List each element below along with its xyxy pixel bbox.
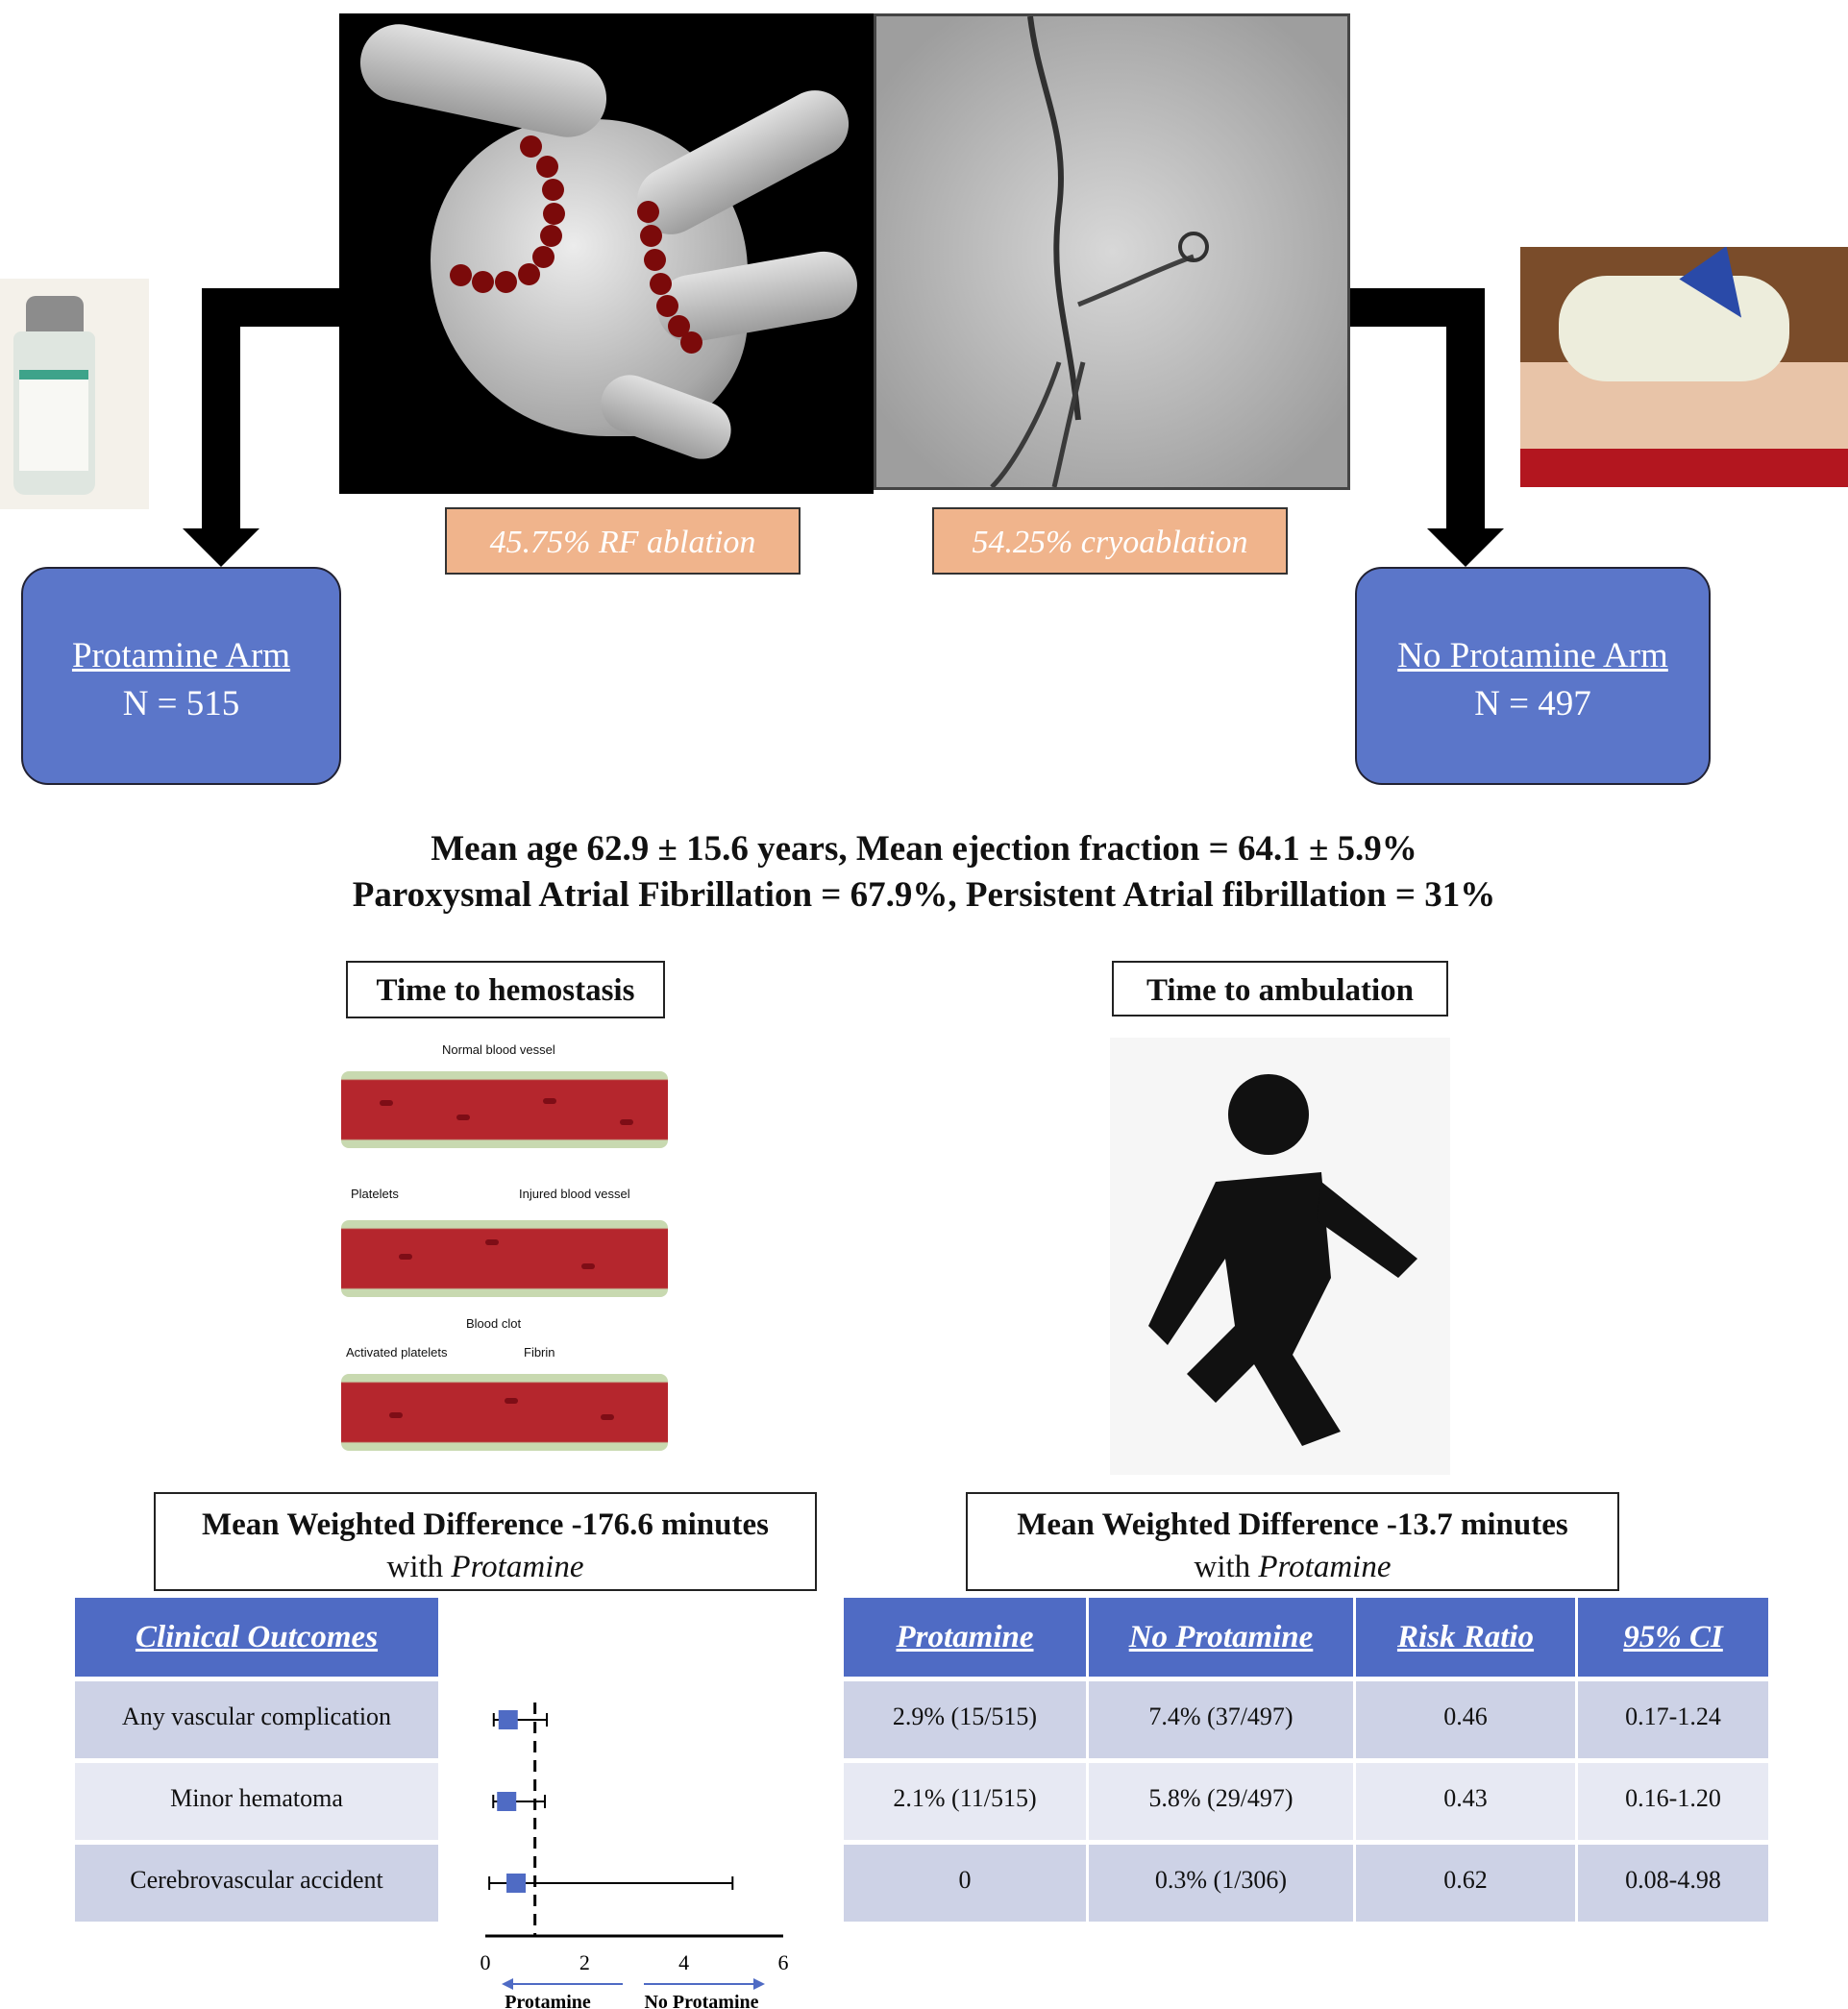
x-tick-label: 2	[579, 1950, 590, 1974]
forest-plot	[452, 1681, 817, 2008]
hemostasis-mwd-value: Mean Weighted Difference -176.6 minutes	[202, 1507, 769, 1542]
platelets-label: Platelets	[351, 1187, 399, 1201]
arrow-shaft-vertical-left	[202, 288, 240, 533]
table-cell: 5.8% (29/497)	[1089, 1763, 1353, 1840]
clinical-outcomes-header: Clinical Outcomes	[75, 1598, 438, 1677]
outcome-row-1-label: Any vascular complication	[75, 1681, 438, 1758]
no-protamine-arm-box	[1355, 567, 1711, 785]
baseline-stats-line-1: Mean age 62.9 ± 15.6 years, Mean ejection fraction = 64.1 ± 5.9%	[431, 829, 1417, 869]
ablation-lesion-dot	[472, 271, 494, 293]
ambulation-mwd-box	[966, 1492, 1619, 1591]
normal-vessel-label: Normal blood vessel	[442, 1042, 555, 1057]
ablation-lesion-dot	[450, 264, 472, 286]
hemostasis-mwd-box	[154, 1492, 817, 1591]
walking-person-image	[1110, 1038, 1450, 1475]
table-cell: 2.9% (15/515)	[844, 1681, 1086, 1758]
ablation-lesion-dot	[656, 295, 678, 317]
ablation-lesion-dot	[637, 201, 659, 223]
walking-person-icon	[1110, 1038, 1450, 1475]
protamine-arm-n: N = 515	[122, 684, 240, 723]
protamine-arm-box	[21, 567, 341, 785]
manual-compression-image	[1520, 247, 1848, 487]
arrow-head-right-icon	[1427, 528, 1504, 567]
red-cell	[581, 1263, 595, 1269]
red-cell	[389, 1412, 403, 1418]
ci-column-header: 95% CI	[1578, 1598, 1768, 1677]
protamine-vial-image	[0, 279, 149, 509]
point-estimate-marker	[506, 1874, 526, 1893]
outcome-row-2-label: Minor hematoma	[75, 1763, 438, 1840]
ambulation-mwd-with: with	[1194, 1550, 1259, 1584]
outcome-row-3-label: Cerebrovascular accident	[75, 1845, 438, 1922]
ablation-lesion-dot	[540, 225, 562, 247]
x-tick-label: 0	[480, 1950, 491, 1974]
arrow-head-left-icon	[183, 528, 259, 567]
x-tick-label: 6	[777, 1950, 789, 1974]
arrow-shaft-vertical-right	[1446, 288, 1485, 533]
table-cell: 0.3% (1/306)	[1089, 1845, 1353, 1922]
rf-ablation-label: 45.75% RF ablation	[445, 507, 801, 575]
ablation-lesion-dot	[542, 179, 564, 201]
right-arrowhead-icon	[753, 1978, 765, 1990]
catheter-drawing	[876, 16, 1347, 487]
ambulation-title: Time to ambulation	[1112, 961, 1448, 1017]
protamine-column-header: Protamine	[844, 1598, 1086, 1677]
ablation-lesion-dot	[680, 331, 702, 354]
hemostasis-title: Time to hemostasis	[346, 961, 665, 1018]
fluoroscopy-image	[874, 13, 1350, 490]
vial-label	[19, 370, 88, 471]
red-cell	[485, 1239, 499, 1245]
baseline-stats-line-2: Paroxysmal Atrial Fibrillation = 67.9%, Persistent Atrial fibrillation = 31%	[352, 875, 1496, 915]
table-cell: 0.08-4.98	[1578, 1845, 1768, 1922]
no-protamine-arm-title: No Protamine Arm	[1397, 636, 1668, 675]
blood-clot-label: Blood clot	[466, 1316, 522, 1331]
point-estimate-marker	[497, 1792, 516, 1811]
activated-platelets-label: Activated platelets	[346, 1345, 448, 1360]
ablation-lesion-dot	[640, 225, 662, 247]
ablation-lesion-dot	[536, 156, 558, 178]
table-cell: 0.17-1.24	[1578, 1681, 1768, 1758]
table-cell: 7.4% (37/497)	[1089, 1681, 1353, 1758]
no-protamine-arm-n: N = 497	[1474, 684, 1591, 723]
red-cell	[505, 1398, 518, 1404]
left-arrowhead-icon	[502, 1978, 513, 1990]
ablation-lesion-dot	[543, 203, 565, 225]
ablation-lesion-dot	[495, 271, 517, 293]
red-cell	[380, 1100, 393, 1106]
red-cell	[399, 1254, 412, 1260]
fibrin-label: Fibrin	[524, 1345, 555, 1360]
hemostasis-mwd-with: with	[386, 1550, 452, 1584]
no-protamine-column-header: No Protamine	[1089, 1598, 1353, 1677]
red-cell	[543, 1098, 556, 1104]
hemostasis-diagram-image	[341, 1042, 673, 1451]
red-cell	[456, 1115, 470, 1120]
cryoablation-label: 54.25% cryoablation	[932, 507, 1288, 575]
injured-blood-vessel	[341, 1220, 668, 1297]
normal-blood-vessel	[341, 1071, 668, 1148]
table-cell: 0.46	[1356, 1681, 1575, 1758]
point-estimate-marker	[499, 1710, 518, 1729]
red-cell	[620, 1119, 633, 1125]
hemostasis-mwd-drug: Protamine	[451, 1550, 584, 1584]
blood-pool	[1520, 449, 1848, 487]
ablation-lesion-dot	[518, 263, 540, 285]
table-cell: 0	[844, 1845, 1086, 1922]
left-atrium-3d-map-image	[339, 13, 874, 494]
table-cell: 0.43	[1356, 1763, 1575, 1840]
clotted-blood-vessel	[341, 1374, 668, 1451]
risk-ratio-column-header: Risk Ratio	[1356, 1598, 1575, 1677]
protamine-arm-title: Protamine Arm	[71, 636, 291, 675]
ablation-lesion-dot	[650, 273, 672, 295]
x-tick-label: 4	[678, 1950, 690, 1974]
table-cell: 0.16-1.20	[1578, 1763, 1768, 1840]
injured-vessel-label: Injured blood vessel	[519, 1187, 630, 1201]
red-cell	[601, 1414, 614, 1420]
no-protamine-direction-label: No Protamine	[644, 1992, 759, 2008]
ablation-lesion-dot	[520, 135, 542, 158]
table-cell: 0.62	[1356, 1845, 1575, 1922]
ambulation-mwd-value: Mean Weighted Difference -13.7 minutes	[1017, 1507, 1568, 1542]
ablation-lesion-dot	[644, 249, 666, 271]
protamine-direction-label: Protamine	[505, 1992, 591, 2008]
ambulation-mwd-drug: Protamine	[1258, 1550, 1392, 1584]
table-cell: 2.1% (11/515)	[844, 1763, 1086, 1840]
pulmonary-vein	[354, 17, 614, 144]
